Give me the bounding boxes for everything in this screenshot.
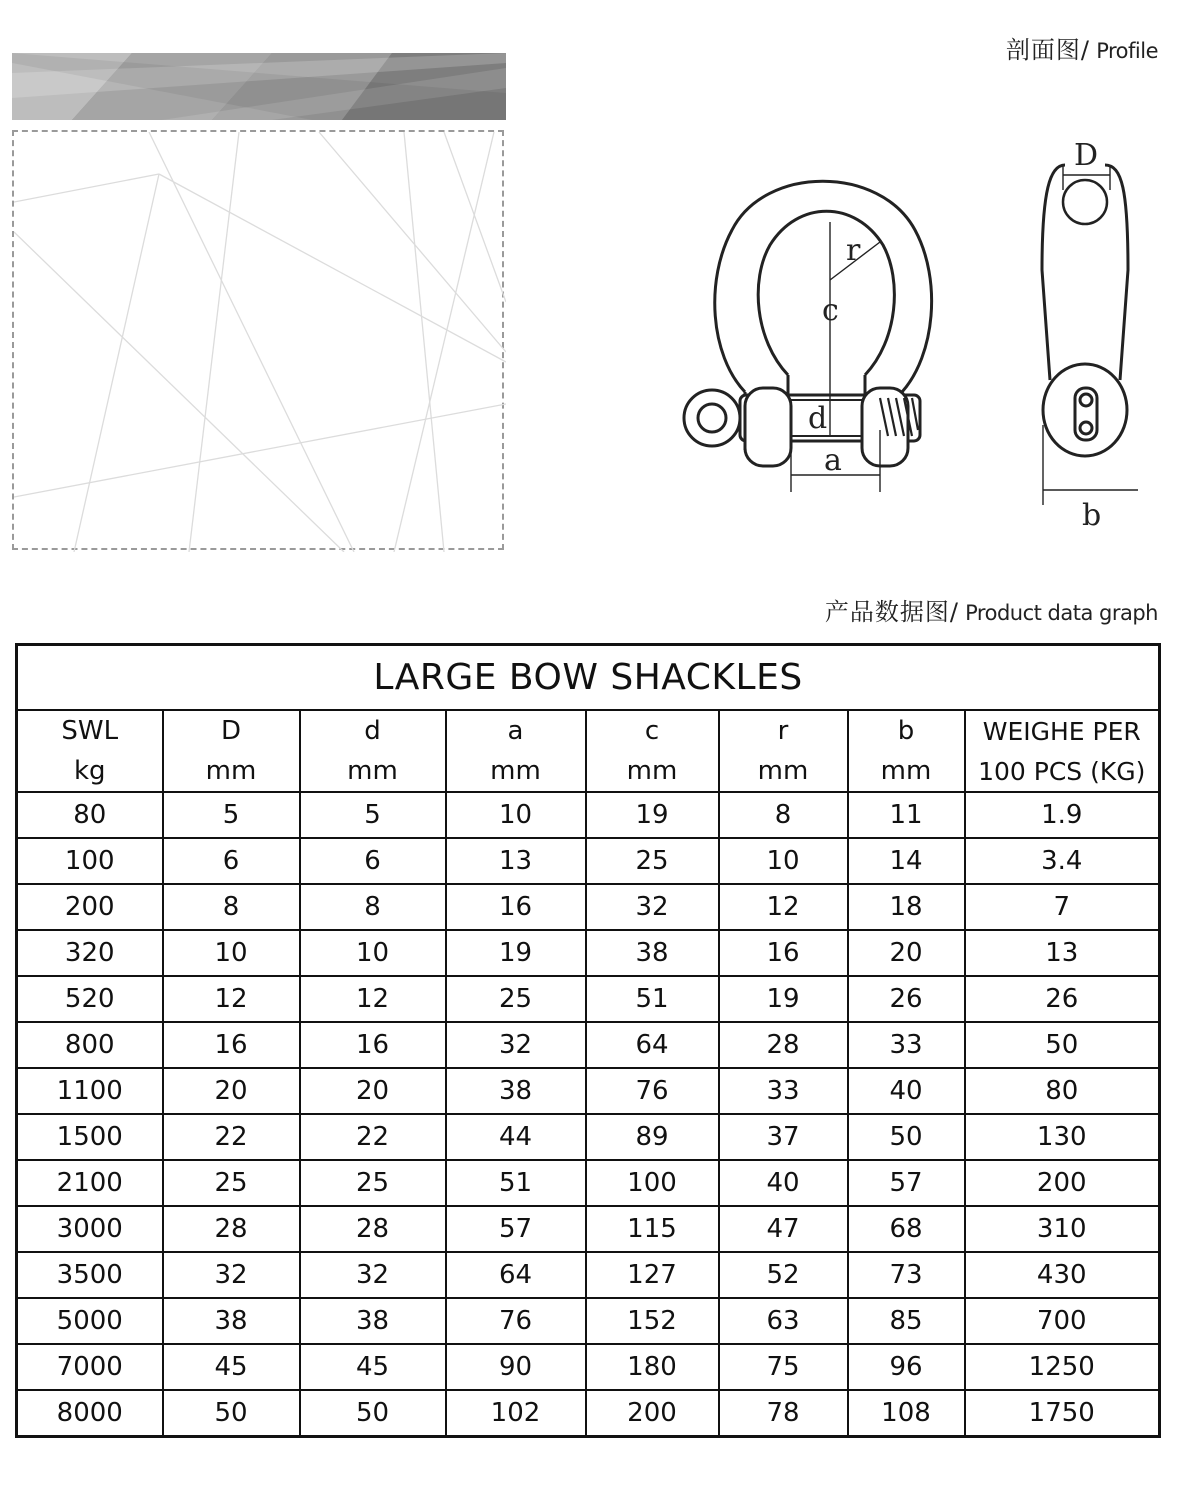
cell-d: 25	[300, 1160, 446, 1206]
cell-weight: 26	[965, 976, 1160, 1022]
cell-weight: 1750	[965, 1390, 1160, 1437]
header-unit-r: mm	[719, 751, 848, 792]
header-unit-d: mm	[300, 751, 446, 792]
cell-swl: 2100	[17, 1160, 163, 1206]
product-data-section-label	[825, 592, 1158, 627]
cell-swl: 320	[17, 930, 163, 976]
cell-r: 19	[719, 976, 848, 1022]
label-r: r	[846, 233, 861, 268]
table-row	[17, 1022, 1160, 1068]
table-header-row-top	[17, 710, 1160, 751]
label-a: a	[824, 443, 842, 478]
cell-D: 6	[163, 838, 300, 884]
table-row	[17, 976, 1160, 1022]
cell-r: 33	[719, 1068, 848, 1114]
data-label-cn: 产品数据图/	[824, 598, 959, 626]
cell-D: 25	[163, 1160, 300, 1206]
cell-swl: 1500	[17, 1114, 163, 1160]
cell-b: 85	[848, 1298, 965, 1344]
cell-weight: 200	[965, 1160, 1160, 1206]
header-r: r	[719, 710, 848, 751]
cell-swl: 3500	[17, 1252, 163, 1298]
cell-r: 10	[719, 838, 848, 884]
cell-swl: 3000	[17, 1206, 163, 1252]
cell-r: 37	[719, 1114, 848, 1160]
cell-a: 25	[446, 976, 586, 1022]
table-row	[17, 1068, 1160, 1114]
profile-section-label	[1006, 30, 1158, 65]
header-d: d	[300, 710, 446, 751]
cell-weight: 700	[965, 1298, 1160, 1344]
cell-b: 40	[848, 1068, 965, 1114]
cell-b: 11	[848, 792, 965, 838]
cell-b: 26	[848, 976, 965, 1022]
cell-b: 73	[848, 1252, 965, 1298]
cell-d: 12	[300, 976, 446, 1022]
cell-D: 8	[163, 884, 300, 930]
header-unit-c: mm	[586, 751, 719, 792]
cell-r: 16	[719, 930, 848, 976]
cell-r: 47	[719, 1206, 848, 1252]
label-D: D	[1074, 138, 1099, 173]
cell-c: 32	[586, 884, 719, 930]
cell-b: 96	[848, 1344, 965, 1390]
cell-a: 16	[446, 884, 586, 930]
header-unit-weight: 100 PCS (KG)	[965, 751, 1160, 792]
cell-a: 51	[446, 1160, 586, 1206]
cell-b: 108	[848, 1390, 965, 1437]
cell-b: 20	[848, 930, 965, 976]
cell-c: 64	[586, 1022, 719, 1068]
table-row	[17, 792, 1160, 838]
cell-a: 19	[446, 930, 586, 976]
cell-weight: 50	[965, 1022, 1160, 1068]
table-title: LARGE BOW SHACKLES	[17, 645, 1160, 711]
cell-weight: 3.4	[965, 838, 1160, 884]
cell-a: 76	[446, 1298, 586, 1344]
cell-c: 25	[586, 838, 719, 884]
cell-weight: 130	[965, 1114, 1160, 1160]
cell-swl: 8000	[17, 1390, 163, 1437]
cell-b: 18	[848, 884, 965, 930]
cell-weight: 7	[965, 884, 1160, 930]
cell-d: 20	[300, 1068, 446, 1114]
cell-a: 44	[446, 1114, 586, 1160]
cell-swl: 5000	[17, 1298, 163, 1344]
cell-swl: 80	[17, 792, 163, 838]
cell-d: 10	[300, 930, 446, 976]
table-row	[17, 1114, 1160, 1160]
table-row	[17, 884, 1160, 930]
cell-a: 10	[446, 792, 586, 838]
cell-r: 78	[719, 1390, 848, 1437]
cell-c: 180	[586, 1344, 719, 1390]
cell-swl: 100	[17, 838, 163, 884]
cell-a: 90	[446, 1344, 586, 1390]
cell-d: 38	[300, 1298, 446, 1344]
label-d: d	[808, 401, 828, 436]
cell-D: 22	[163, 1114, 300, 1160]
cell-D: 38	[163, 1298, 300, 1344]
cell-swl: 7000	[17, 1344, 163, 1390]
cell-D: 45	[163, 1344, 300, 1390]
cell-b: 33	[848, 1022, 965, 1068]
header-b: b	[848, 710, 965, 751]
cell-c: 38	[586, 930, 719, 976]
header-unit-swl: kg	[17, 751, 163, 792]
decorative-dashed-frame	[12, 130, 504, 550]
cell-d: 45	[300, 1344, 446, 1390]
table-row	[17, 1160, 1160, 1206]
cell-a: 102	[446, 1390, 586, 1437]
cell-weight: 80	[965, 1068, 1160, 1114]
cell-d: 22	[300, 1114, 446, 1160]
header-weight: WEIGHE PER	[965, 710, 1160, 751]
cell-c: 127	[586, 1252, 719, 1298]
table-row	[17, 838, 1160, 884]
cell-weight: 310	[965, 1206, 1160, 1252]
cell-a: 32	[446, 1022, 586, 1068]
cell-a: 13	[446, 838, 586, 884]
cell-weight: 1.9	[965, 792, 1160, 838]
cell-c: 100	[586, 1160, 719, 1206]
cell-d: 6	[300, 838, 446, 884]
cell-d: 50	[300, 1390, 446, 1437]
table-body	[17, 645, 1160, 1437]
cell-b: 14	[848, 838, 965, 884]
cell-D: 10	[163, 930, 300, 976]
cell-d: 16	[300, 1022, 446, 1068]
cell-weight: 13	[965, 930, 1160, 976]
cell-r: 28	[719, 1022, 848, 1068]
cell-c: 51	[586, 976, 719, 1022]
cell-d: 28	[300, 1206, 446, 1252]
header-D: D	[163, 710, 300, 751]
cell-swl: 520	[17, 976, 163, 1022]
label-b: b	[1082, 498, 1102, 533]
cell-d: 8	[300, 884, 446, 930]
table-title-row	[17, 645, 1160, 711]
large-bow-shackles-table	[15, 643, 1161, 1438]
cell-a: 57	[446, 1206, 586, 1252]
cell-b: 68	[848, 1206, 965, 1252]
cell-r: 8	[719, 792, 848, 838]
cell-D: 5	[163, 792, 300, 838]
cell-D: 20	[163, 1068, 300, 1114]
cell-r: 75	[719, 1344, 848, 1390]
cell-r: 63	[719, 1298, 848, 1344]
cell-weight: 1250	[965, 1344, 1160, 1390]
cell-swl: 1100	[17, 1068, 163, 1114]
header-a: a	[446, 710, 586, 751]
header-unit-a: mm	[446, 751, 586, 792]
cell-b: 57	[848, 1160, 965, 1206]
cell-c: 152	[586, 1298, 719, 1344]
cell-c: 115	[586, 1206, 719, 1252]
header-unit-D: mm	[163, 751, 300, 792]
decorative-banner	[12, 53, 506, 120]
cell-r: 12	[719, 884, 848, 930]
cell-r: 52	[719, 1252, 848, 1298]
header-unit-b: mm	[848, 751, 965, 792]
table-row	[17, 1206, 1160, 1252]
cell-b: 50	[848, 1114, 965, 1160]
cell-c: 200	[586, 1390, 719, 1437]
cell-d: 32	[300, 1252, 446, 1298]
cell-D: 28	[163, 1206, 300, 1252]
cell-c: 19	[586, 792, 719, 838]
table-row	[17, 1252, 1160, 1298]
label-c: c	[822, 293, 839, 328]
cell-c: 76	[586, 1068, 719, 1114]
profile-label-cn: 剖面图/	[1005, 36, 1091, 64]
cell-D: 16	[163, 1022, 300, 1068]
header-c: c	[586, 710, 719, 751]
table-row	[17, 930, 1160, 976]
cell-swl: 200	[17, 884, 163, 930]
cell-d: 5	[300, 792, 446, 838]
shackle-profile-drawing	[670, 130, 1150, 540]
table-row	[17, 1390, 1160, 1437]
cell-D: 12	[163, 976, 300, 1022]
cell-swl: 800	[17, 1022, 163, 1068]
table-row	[17, 1344, 1160, 1390]
cell-D: 50	[163, 1390, 300, 1437]
cell-a: 38	[446, 1068, 586, 1114]
cell-c: 89	[586, 1114, 719, 1160]
cell-D: 32	[163, 1252, 300, 1298]
table-header-row-bottom	[17, 751, 1160, 792]
cell-weight: 430	[965, 1252, 1160, 1298]
data-label-en: Product data graph	[958, 601, 1158, 625]
table-row	[17, 1298, 1160, 1344]
header-swl: SWL	[17, 710, 163, 751]
profile-label-en: Profile	[1090, 39, 1158, 63]
cell-a: 64	[446, 1252, 586, 1298]
cell-r: 40	[719, 1160, 848, 1206]
shackle-side-view	[1042, 165, 1128, 456]
